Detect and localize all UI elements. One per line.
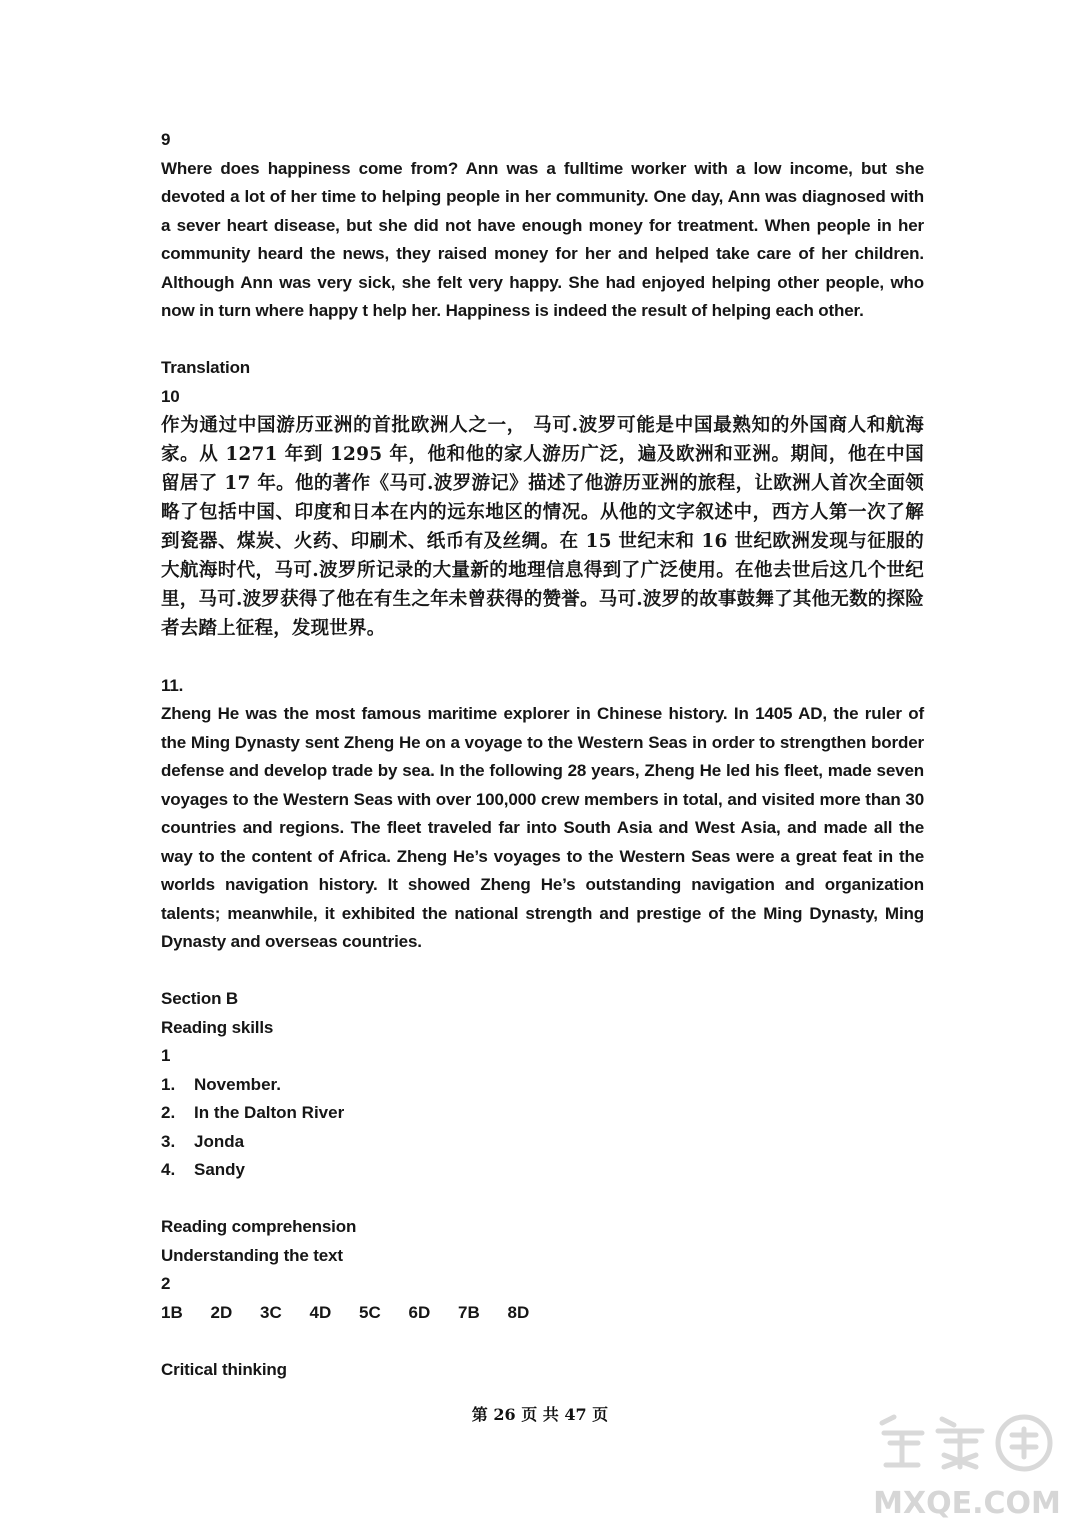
- reading-skills-answers: [161, 1071, 924, 1185]
- reading-skills-heading: Reading skills: [161, 1017, 274, 1037]
- reading-comprehension-heading: Reading comprehension: [161, 1217, 357, 1236]
- page-footer: 第 26 页 共 47 页: [471, 1405, 609, 1424]
- spacer: [161, 957, 924, 986]
- watermark-url: MXQE.COM: [873, 1486, 1061, 1521]
- exercise-number-1: 1: [161, 1046, 171, 1065]
- question-11-text: Zheng He was the most famous maritime explorer in Chinese history. In 1405 AD, the ruler of the Ming Dynasty sent Zheng He on a voyage to the Western Seas in order to strengthen border defense and develop trade by sea. In the following 28 years, Zheng He led his fleet, made seven voyages to the Western Seas with over 100,000 crew members in total, and visited more than 30 countries and regions. The fleet traveled far into South Asia and West Asia, and made all the way to the content of Africa. Zheng He’s voyages to the Western Seas were a great feat in the worlds navigation history. It showed Zheng He’s outstanding navigation and organization talents; meanwhile, it exhibited the national strength and prestige of the Ming Dynasty, Ming Dynasty and overseas countries.: [161, 704, 924, 951]
- critical-thinking-heading: Critical thinking: [161, 1359, 287, 1379]
- question-number-11: 11.: [161, 675, 184, 695]
- answer-item: 5C: [359, 1302, 381, 1322]
- answer-item: 2D: [210, 1302, 233, 1322]
- list-item: 4. Sandy: [161, 1160, 246, 1179]
- answer-item: 4D: [309, 1302, 332, 1322]
- list-item: 3. Jonda: [161, 1131, 245, 1151]
- understanding-text-heading: Understanding the text: [161, 1245, 343, 1265]
- question-number-10: 10: [161, 386, 180, 406]
- question-number-9: 9: [161, 130, 171, 149]
- exercise-number-2: 2: [161, 1274, 171, 1293]
- translation-heading: Translation: [161, 358, 251, 377]
- spacer: [161, 1327, 924, 1356]
- answer-key-row: [161, 1299, 924, 1328]
- spacer: [161, 643, 924, 672]
- question-9-text: Where does happiness come from? Ann was a fulltime worker with a low income, but she devoted a lot of her time to helping people in her community. One day, Ann was diagnosed with a sever heart disease, but she did not have enough money for treatment. When people in her community heard the news, they raised money for her and helped take care of her children. Although Ann was very sick, she felt very happy. She had enjoyed helping other people, who now in turn where happy t help her. Happiness is indeed the result of helping each other.: [161, 158, 924, 320]
- answer-item: 6D: [408, 1302, 431, 1322]
- answer-item: 3C: [260, 1302, 282, 1322]
- watermark-logo-icon: [872, 1409, 1062, 1473]
- answer-item: 8D: [507, 1302, 530, 1322]
- list-item: 1. November.: [161, 1074, 281, 1094]
- section-b-heading: Section B: [161, 989, 239, 1008]
- answer-item: 1B: [161, 1302, 183, 1322]
- spacer: [161, 326, 924, 355]
- spacer: [161, 1185, 924, 1214]
- watermark-logo: [872, 1409, 1062, 1521]
- translation-text: 作为通过中国游历亚洲的首批欧洲人之一， 马可.波罗可能是中国最熟知的外国商人和航海家。从 1271 年到 1295 年，他和他的家人游历广泛，遍及欧洲和亚洲。期间，他在中国留居了 17 年。他的著作《马可.波罗游记》描述了他游历亚洲的旅程，让欧洲人首次全面领略了包括中国、印度和日本在内的远东地区的情况。从他的文字叙述中，西方人第一次了解到瓷器、煤炭、火药、印刷术、纸币有及丝绸。在 15 世纪末和 16 世纪欧洲发现与征服的大航海时代，马可.波罗所记录的大量新的地理信息得到了广泛使用。在他去世后这几个世纪里，马可.波罗获得了他在有生之年未曾获得的赞誉。马可.波罗的故事鼓舞了其他无数的探险者去踏上征程，发现世界。: [161, 415, 924, 639]
- document-page: [161, 126, 924, 1384]
- list-item: 2. In the Dalton River: [161, 1103, 345, 1122]
- answer-item: 7B: [458, 1302, 480, 1322]
